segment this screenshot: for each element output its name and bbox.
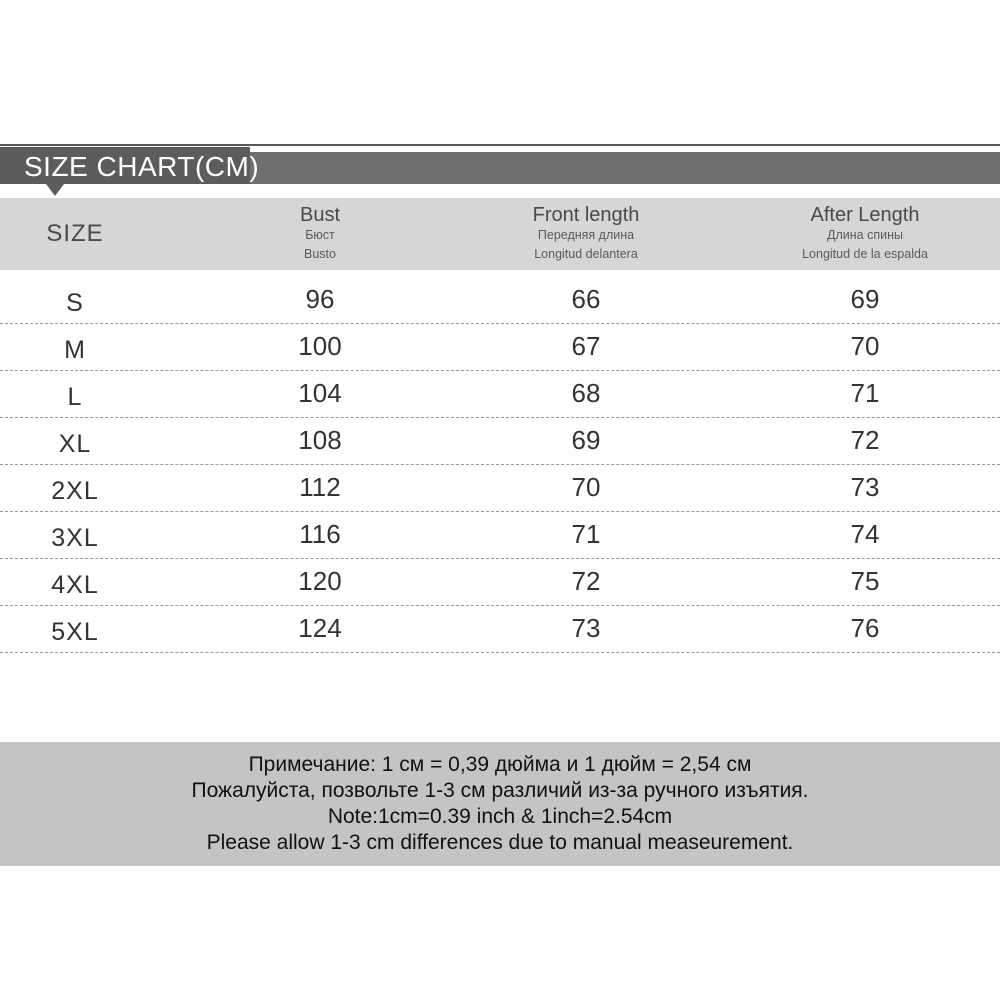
- bust-cell: 112: [299, 472, 341, 502]
- table-row: [0, 559, 1000, 606]
- after-length-cell: 72: [850, 425, 880, 455]
- header-after-length-ru: Длина спины: [827, 228, 903, 242]
- header-after-length: [765, 198, 965, 270]
- after-length-cell: 69: [850, 284, 880, 314]
- table-body: [0, 277, 1000, 653]
- front-length-cell: 68: [571, 378, 601, 408]
- after-length-cell: 75: [850, 566, 880, 596]
- front-length-cell: 70: [571, 472, 601, 502]
- size-cell: M: [64, 336, 86, 364]
- size-cell: 5XL: [51, 618, 99, 646]
- table-row: [0, 418, 1000, 465]
- size-cell: 3XL: [51, 524, 99, 552]
- table-header: [0, 198, 1000, 270]
- bust-cell: 120: [298, 566, 342, 596]
- header-after-length-label: After Length: [810, 204, 920, 226]
- size-cell: XL: [58, 430, 92, 458]
- header-bust-ru: Бюст: [305, 228, 335, 242]
- bust-cell: 96: [305, 284, 335, 314]
- note-line-en-conversion: Note:1cm=0.39 inch & 1inch=2.54cm: [327, 805, 673, 828]
- table-row: [0, 324, 1000, 371]
- table-row: [0, 606, 1000, 653]
- header-bust: [220, 198, 420, 270]
- after-length-cell: 74: [850, 519, 880, 549]
- header-front-length-ru: Передняя длина: [537, 228, 635, 242]
- size-cell: 4XL: [51, 571, 99, 599]
- table-row: [0, 371, 1000, 418]
- bust-cell: 104: [298, 378, 342, 408]
- after-length-cell: 76: [850, 613, 880, 643]
- front-length-cell: 67: [571, 331, 601, 361]
- note-line-en-tolerance: Please allow 1-3 cm differences due to manual measeurement.: [206, 831, 794, 854]
- size-cell: L: [67, 383, 83, 411]
- table-row: [0, 465, 1000, 512]
- header-front-length-label: Front length: [532, 204, 640, 226]
- bust-cell: 108: [298, 425, 342, 455]
- chart-title: SIZE CHART(CM): [24, 151, 260, 182]
- header-size-label: SIZE: [46, 220, 104, 247]
- table-row: [0, 512, 1000, 559]
- bust-cell: 124: [298, 613, 342, 643]
- bust-cell: 100: [298, 331, 342, 361]
- title-pointer-icon: [46, 184, 64, 196]
- front-length-cell: 69: [571, 425, 601, 455]
- measurement-note: [0, 742, 1000, 866]
- after-length-cell: 70: [850, 331, 880, 361]
- front-length-cell: 72: [571, 566, 601, 596]
- table-row: [0, 277, 1000, 324]
- title-rule: [0, 144, 1000, 146]
- bust-cell: 116: [299, 519, 341, 549]
- header-after-length-es: Longitud de la espalda: [802, 247, 928, 261]
- header-bust-label: Bust: [299, 204, 341, 226]
- front-length-cell: 66: [571, 284, 601, 314]
- note-line-ru-conversion: Примечание: 1 см = 0,39 дюйма и 1 дюйм = 2,54 см: [248, 753, 752, 776]
- front-length-cell: 71: [571, 519, 601, 549]
- size-cell: 2XL: [51, 477, 99, 505]
- header-front-length: [486, 198, 686, 270]
- note-line-ru-tolerance: Пожалуйста, позвольте 1-3 см различий из-за ручного изъятия.: [191, 779, 809, 802]
- header-bust-es: Busto: [304, 247, 336, 261]
- after-length-cell: 71: [850, 378, 880, 408]
- header-front-length-es: Longitud delantera: [534, 247, 638, 261]
- header-size: [0, 198, 150, 270]
- size-cell: S: [66, 289, 84, 317]
- front-length-cell: 73: [571, 613, 601, 643]
- after-length-cell: 73: [850, 472, 880, 502]
